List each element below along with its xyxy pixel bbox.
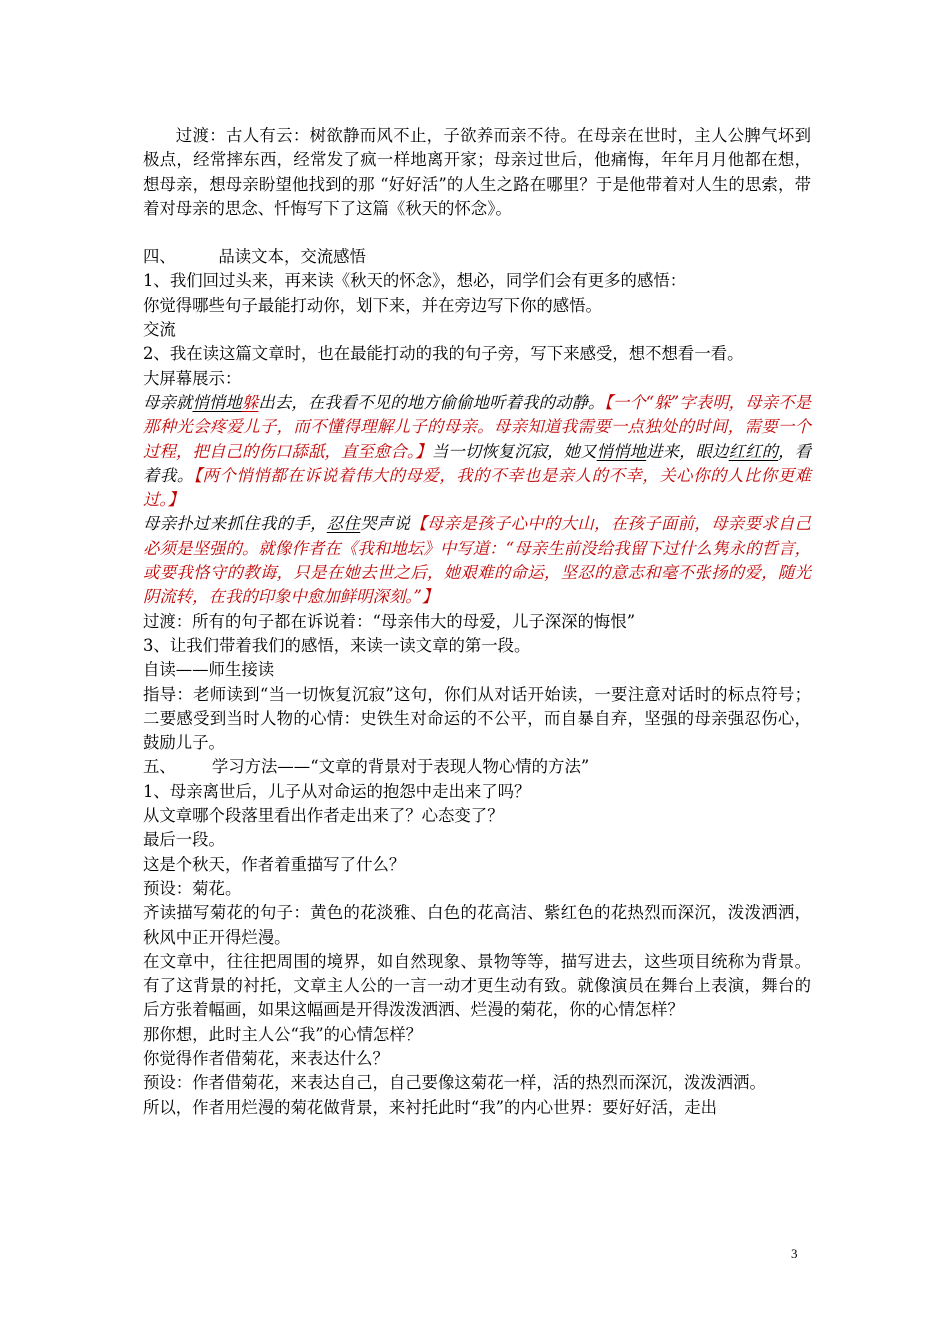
section-4-line: 你觉得哪些句子最能打动你，划下来，并在旁边写下你的感悟。 [143,295,602,315]
teacher-note: 【两个悄悄都在诉说着伟大的母爱，我的不幸也是亲人的不幸，关心你的人比你更难过。】 [143,465,811,510]
section-5-line: 在文章中，往往把周围的境界，如自然现象、景物等等，描写进去，这些项目统称为背景。有了这背景的衬托，文章主人公的一言一动才更生动有致。就像演员在舞台上表演，舞台的后方张着幅画，如果这幅画是开得泼泼洒洒、烂漫的菊花，你的心情怎样？ [143,951,811,1020]
section-4-title: 品读文本，交流感悟 [218,247,366,267]
section-5-line: 最后一段。 [143,830,225,850]
section-5-heading [143,755,811,779]
section-4-heading [143,245,811,269]
section-4-line: 2、我在读这篇文章时，也在最能打动的我的句子旁，写下来感受，想不想看一看。 [143,344,744,364]
section-4-line: 过渡：所有的句子都在诉说着：“母亲伟大的母爱，儿子深深的悔恨” [143,611,636,631]
underlined-phrase: 忍住 [326,514,361,534]
section-5-line: 从文章哪个段落里看出作者走出来了？心态变了？ [143,806,504,826]
highlighted-word: 躲 [241,392,259,412]
underlined-phrase: 悄悄地 [192,392,242,412]
underlined-phrase: 红红的 [728,441,779,461]
section-5-line: 这是个秋天，作者着重描写了什么？ [143,854,406,874]
page-number: 3 [791,1246,798,1261]
page-content [143,124,811,1120]
section-5-line: 1、母亲离世后，儿子从对命运的抱怨中走出来了吗？ [143,781,531,801]
section-5-title: 学习方法——“文章的背景对于表现人物心情的方法” [211,757,590,777]
section-5-line: 所以，作者用烂漫的菊花做背景，来衬托此时“我”的内心世界：要好好活，走出 [143,1097,718,1117]
section-4-line: 3、让我们带着我们的感悟，来读一读文章的第一段。 [143,635,531,655]
intro-paragraph: 过渡：古人有云：树欲静而风不止，子欲养而亲不待。在母亲在世时，主人公脾气坏到极点，经常摔东西，经常发了疯一样地离开家；母亲过世后，他痛悔，年年月月他都在想，想母亲，想母亲盼望他找到的那 “好好活”的人生之路在哪里？于是他带着对人生的思索，带着对母亲的思念、忏悔写下了这篇《秋天的怀念》。 [143,126,811,218]
section-4-line: 1、我们回过头来，再来读《秋天的怀念》，想必，同学们会有更多的感悟： [143,271,687,291]
blank-line [143,221,811,245]
section-5-line: 预设：作者借菊花，来表达自己，自己要像这菊花一样，活的热烈而深沉，泼泼洒洒。 [143,1073,766,1093]
section-4-line: 自读——师生接读 [143,660,275,680]
teacher-note: 【一个“躲”字表明，母亲不是那种光会疼爱儿子，而不懂得理解儿子的母亲。母亲知道我需要一点独处的时间，需要一个过程，把自己的伤口舔舐，直至愈合。】 [143,392,812,461]
section-4-line: 交流 [143,320,176,340]
section-4-line: 大屏幕展示： [143,368,242,388]
section-4-number: 四、 [143,247,176,267]
underlined-phrase: 悄悄地 [596,441,647,461]
section-5-line: 预设：菊花。 [143,878,242,898]
section-5-line: 那你想，此时主人公“我”的心情怎样？ [143,1024,423,1044]
teacher-note: 【母亲是孩子心中的大山，在孩子面前，母亲要求自己必须是坚强的。就像作者在《我和地坛》中写道：“母亲生前没给我留下过什么隽永的哲言，或要我恪守的教诲，只是在她去世之后，她艰难的命运，坚忍的意志和毫不张扬的爱，随光阴流转，在我的印象中愈加鲜明深刻。”】 [143,514,812,607]
section-5-line: 你觉得作者借菊花，来表达什么？ [143,1048,389,1068]
section-5-line: 齐读描写菊花的句子：黄色的花淡雅、白色的花高洁、紫红色的花热烈而深沉，泼泼洒洒，秋风中正开得烂漫。 [143,903,811,947]
quote-paragraph-2: 母亲扑过来抓住我的手，忍住哭声说【母亲是孩子心中的大山，在孩子面前，母亲要求自己必须是坚强的。就像作者在《我和地坛》中写道：“母亲生前没给我留下过什么隽永的哲言，或要我恪守的教诲，只是在她去世之后，她艰难的命运，坚忍的意志和毫不张扬的爱，随光阴流转，在我的印象中愈加鲜明深刻。”】 [143,514,812,607]
section-4-line: 指导：老师读到“当一切恢复沉寂”这句，你们从对话开始读，一要注意对话时的标点符号；二要感受到当时人物的心情：史铁生对命运的不公平，而自暴自弃，坚强的母亲强忍伤心，鼓励儿子。 [143,684,811,753]
section-5-number: 五、 [143,757,176,777]
quote-paragraph-1: 母亲就悄悄地躲出去，在我看不见的地方偷偷地听着我的动静。【一个“躲”字表明，母亲不是那种光会疼爱儿子，而不懂得理解儿子的母亲。母亲知道我需要一点独处的时间，需要一个过程，把自己的伤口舔舐，直至愈合。】当一切恢复沉寂，她又悄悄地进来，眼边红红的，看着我。【两个悄悄都在诉说着伟大的母爱，我的不幸也是亲人的不幸，关心你的人比你更难过。】 [143,392,812,510]
